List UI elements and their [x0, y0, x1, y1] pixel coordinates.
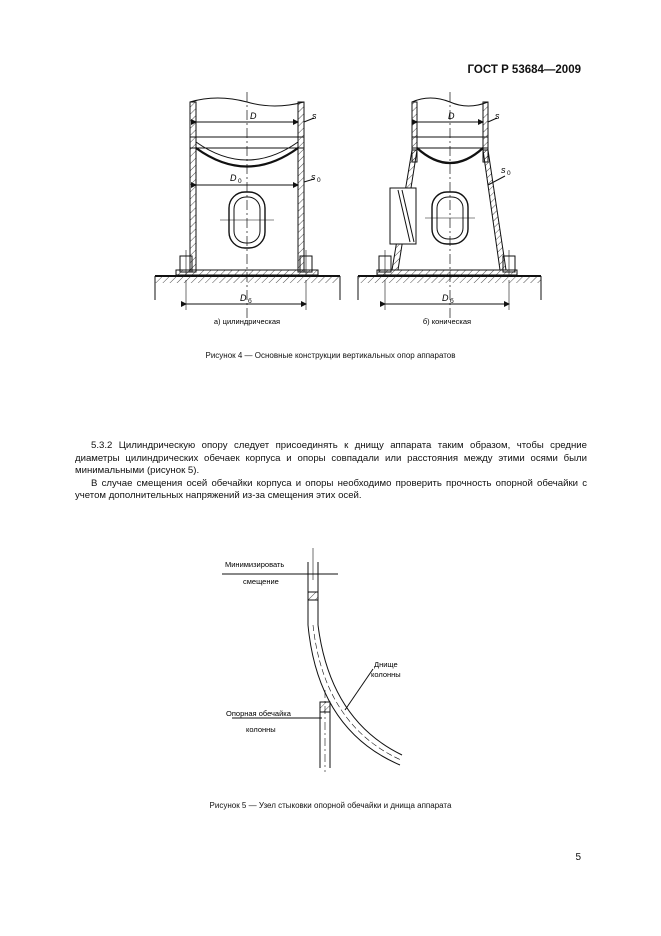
- dim-Db-left: D: [240, 293, 247, 303]
- dim-D0-left: D: [230, 173, 237, 183]
- dim-Db-right: D: [442, 293, 449, 303]
- page-number: 5: [575, 852, 581, 863]
- dim-s-left: s: [312, 111, 317, 121]
- paragraph-text: В случае смещения осей обечайки корпуса и опоры необходимо проверить прочность опорной обечайки с учетом дополнительных напряжений из-за смещения этих осей.: [75, 477, 587, 502]
- figure-4-drawing: [0, 0, 661, 340]
- dim-s0-left: s: [311, 172, 316, 182]
- label-head-column: колонны: [371, 670, 401, 679]
- cylindrical-support-drawing: [155, 92, 340, 318]
- dim-s-right: s: [495, 111, 500, 121]
- label-support-column: колонны: [246, 725, 276, 734]
- conical-label: б) коническая: [422, 317, 472, 326]
- paragraph-text: 5.3.2 Цилиндрическую опору следует присоединять к днищу аппарата таким образом, чтобы средние диаметры цилиндрических обечаек корпуса и опоры совпадали или расстояния между этими осями были минимальными (рисунок 5).: [75, 440, 587, 477]
- cylindrical-label: а) цилиндрическая: [213, 317, 281, 326]
- figure-5-drawing: [0, 540, 661, 790]
- figure-4-caption: Рисунок 4 — Основные конструкции вертикальных опор аппаратов: [205, 351, 456, 360]
- label-offset: смещение: [243, 577, 279, 586]
- dim-Db-left-sub: б: [248, 298, 252, 305]
- dim-s0-left-sub: 0: [317, 177, 321, 184]
- dim-Db-right-sub: б: [450, 298, 454, 305]
- document-code: ГОСТ Р 53684—2009: [467, 64, 581, 76]
- dim-s0-right: s: [501, 165, 506, 175]
- figure-5-caption: Рисунок 5 — Узел стыковки опорной обечайки и днища аппарата: [209, 801, 452, 810]
- conical-support-drawing: [358, 92, 541, 318]
- label-head: Днище: [374, 660, 398, 669]
- dim-D-right: D: [448, 111, 455, 121]
- paragraph-5-3-2: [75, 440, 587, 503]
- dim-s0-right-sub: 0: [507, 170, 511, 177]
- label-minimize: Минимизировать: [225, 560, 285, 569]
- dim-D0-left-sub: 0: [238, 178, 242, 185]
- label-support-shell: Опорная обечайка: [226, 709, 291, 718]
- dim-D-left: D: [250, 111, 257, 121]
